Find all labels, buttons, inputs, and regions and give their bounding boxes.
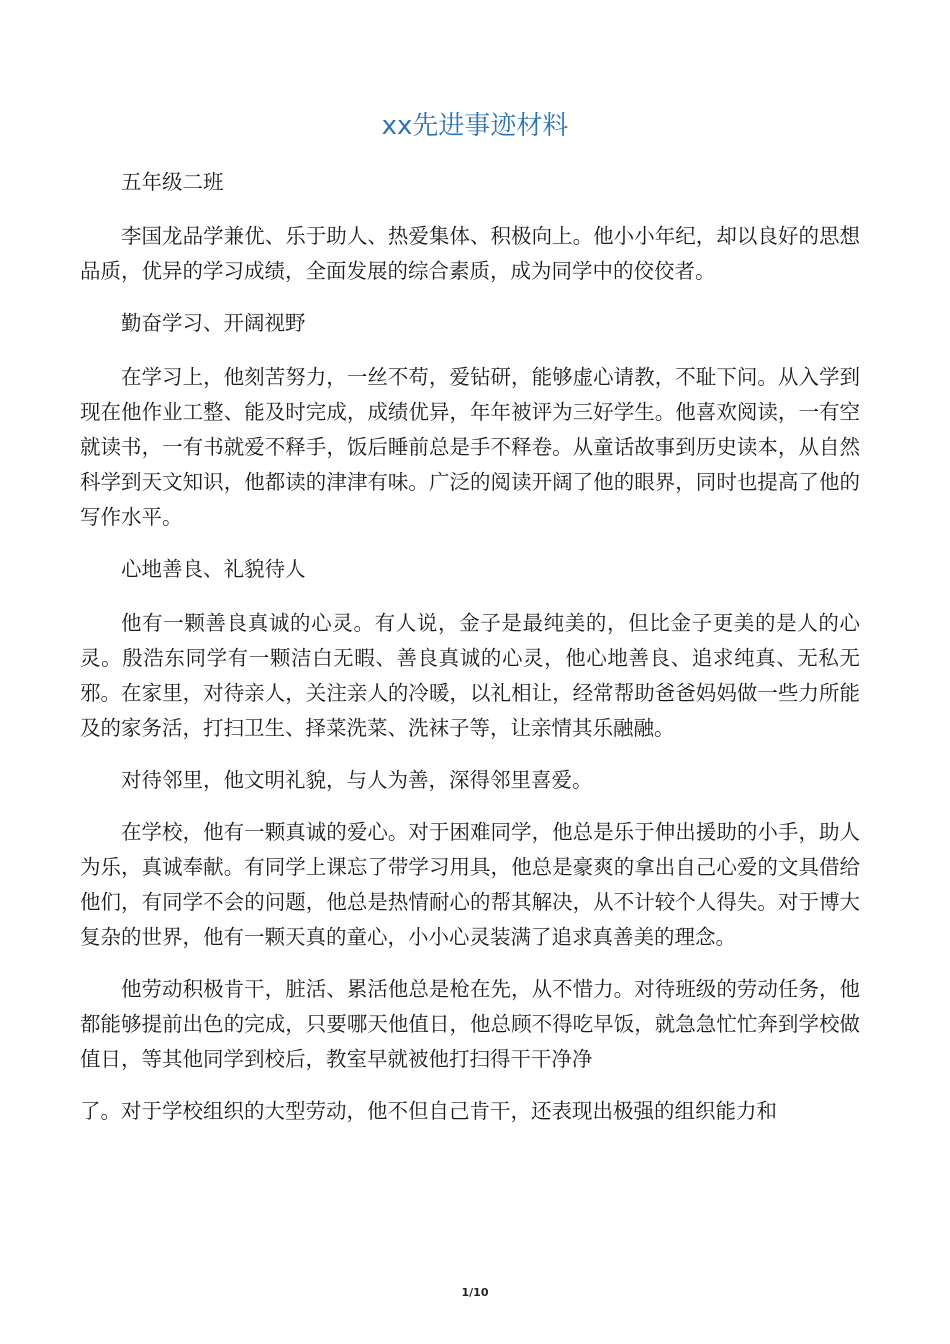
intro-paragraph: 李国龙品学兼优、乐于助人、热爱集体、积极向上。他小小年纪，却以良好的思想品质，优异的学习成绩，全面发展的综合素质，成为同学中的佼佼者。 xyxy=(80,224,860,283)
document-title: xx先进事迹材料 xyxy=(381,111,569,141)
labor-paragraph-continued: 了。对于学校组织的大型劳动，他不但自己肯干，还表现出极强的组织能力和 xyxy=(80,1099,777,1123)
kindness-paragraph: 他有一颗善良真诚的心灵。有人说，金子是最纯美的，但比金子更美的是人的心灵。殷浩东同学有一颗洁白无暇、善良真诚的心灵，他心地善良、追求纯真、无私无邪。在家里，对待亲人，关注亲人的冷暖，以礼相让，经常帮助爸爸妈妈做一些力所能及的家务活，打扫卫生、择菜洗菜、洗袜子等，让亲情其乐融融。 xyxy=(80,611,860,740)
document-body xyxy=(80,165,860,1146)
neighbors-paragraph: 对待邻里，他文明礼貌，与人为善，深得邻里喜爱。 xyxy=(121,768,593,792)
labor-paragraph: 他劳动积极肯干，脏活、累活他总是枪在先，从不惜力。对待班级的劳动任务，他都能够提前出色的完成，只要哪天他值日，他总顾不得吃早饭，就急急忙忙奔到学校做值日，等其他同学到校后，教室早就被他打扫得干干净净 xyxy=(80,977,860,1071)
class-name-line: 五年级二班 xyxy=(121,170,224,194)
section-heading-kindness: 心地善良、礼貌待人 xyxy=(121,557,306,581)
study-paragraph: 在学习上，他刻苦努力，一丝不苟，爱钻研，能够虚心请教，不耻下问。从入学到现在他作业工整、能及时完成，成绩优异，年年被评为三好学生。他喜欢阅读，一有空就读书，一有书就爱不释手，饭后睡前总是手不释卷。从童话故事到历史读本，从自然科学到天文知识，他都读的津津有味。广泛的阅读开阔了他的眼界，同时也提高了他的写作水平。 xyxy=(80,365,860,529)
school-paragraph: 在学校，他有一颗真诚的爱心。对于困难同学，他总是乐于伸出援助的小手，助人为乐，真诚奉献。有同学上课忘了带学习用具，他总是豪爽的拿出自己心爱的文具借给他们，有同学不会的问题，他总是热情耐心的帮其解决，从不计较个人得失。对于博大复杂的世界，他有一颗天真的童心，小小心灵装满了追求真善美的理念。 xyxy=(80,820,860,949)
page-number: 1/10 xyxy=(461,1286,489,1299)
section-heading-study: 勤奋学习、开阔视野 xyxy=(121,311,306,335)
